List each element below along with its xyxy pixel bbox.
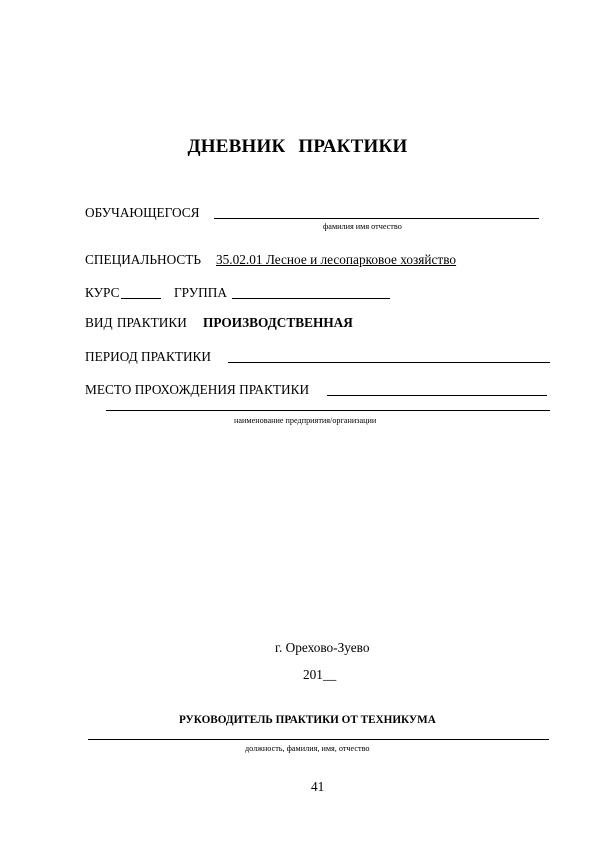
specialty-value: 35.02.01 Лесное и лесопарковое хозяйство <box>216 252 457 267</box>
practice-type-label: ВИД ПРАКТИКИ <box>85 315 187 330</box>
specialty-label: СПЕЦИАЛЬНОСТЬ <box>85 252 202 267</box>
student-name-field[interactable] <box>214 218 539 219</box>
student-label: ОБУЧАЮЩЕГОСЯ <box>85 205 200 220</box>
page-number: 41 <box>311 779 325 794</box>
city-name: г. Орехово-Зуево <box>275 640 370 655</box>
practice-type-value: ПРОИЗВОДСТВЕННАЯ <box>203 315 353 330</box>
supervisor-field[interactable] <box>88 739 549 740</box>
supervisor-caption: должность, фамилия, имя, отчество <box>245 744 370 753</box>
place-field[interactable] <box>327 395 547 396</box>
period-label: ПЕРИОД ПРАКТИКИ <box>85 349 212 364</box>
group-field[interactable] <box>232 298 390 299</box>
place-caption: наименование предприятия/организации <box>234 416 377 425</box>
supervisor-heading: РУКОВОДИТЕЛЬ ПРАКТИКИ ОТ ТЕХНИКУМА <box>179 714 436 726</box>
year: 201__ <box>303 667 337 682</box>
student-caption: фамилия имя отчество <box>323 222 402 231</box>
period-field[interactable] <box>228 362 550 363</box>
document-title: ДНЕВНИК ПРАКТИКИ <box>187 136 408 157</box>
course-field[interactable] <box>121 298 161 299</box>
place-field-second-line[interactable] <box>106 410 550 411</box>
place-label: МЕСТО ПРОХОЖДЕНИЯ ПРАКТИКИ <box>85 382 310 397</box>
course-label: КУРС <box>85 285 120 300</box>
group-label: ГРУППА <box>174 285 227 300</box>
